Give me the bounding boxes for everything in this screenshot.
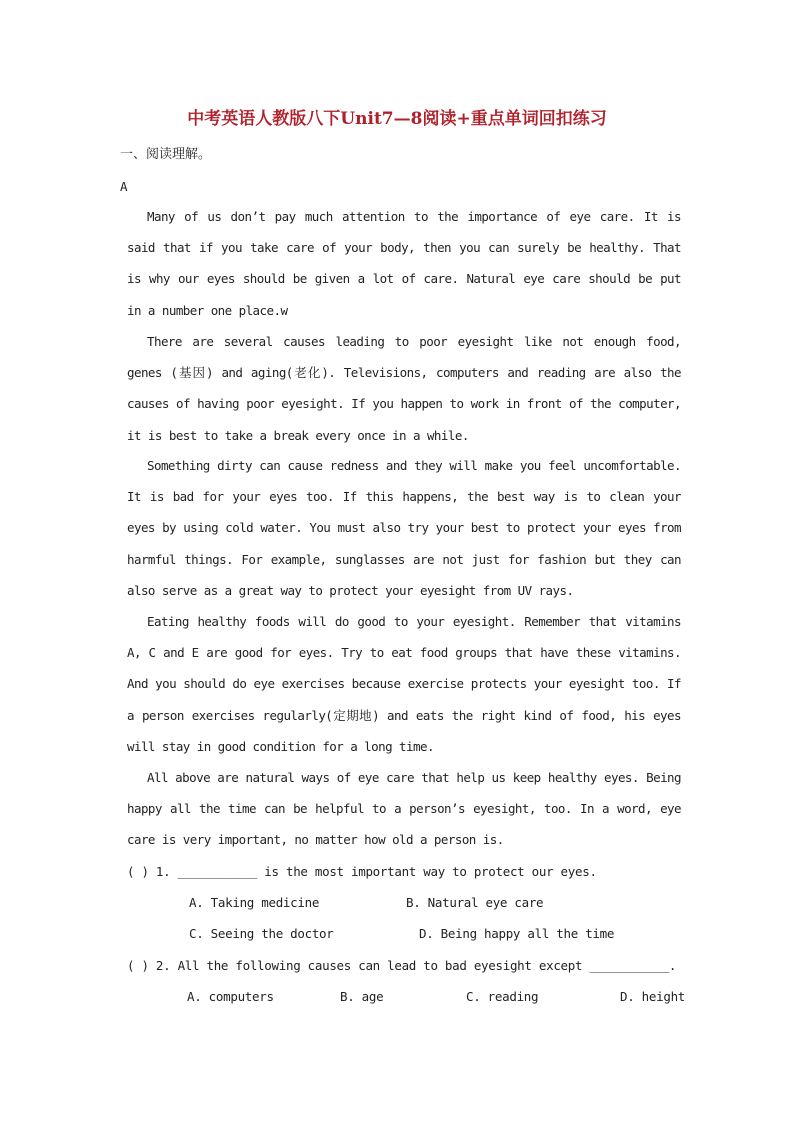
paragraph-4: Eating healthy foods will do good to your eyesight. Remember that vitamins A, C and E are good for eyes. Try to eat food groups that have these vitamins. And you should do eye exercises because exercise protects your eyesight too. If a person exercises regularly(定期地) and eats the right kind of food, his eyes will stay in good condition for a long time. [127, 614, 681, 754]
question-2-option-d: D. height [620, 989, 686, 1004]
question-2-option-a: A. computers [187, 989, 274, 1004]
passage-label: A [120, 179, 128, 194]
paragraph-2: There are several causes leading to poor eyesight like not enough food, genes (基因) and aging(老化). Televisions, computers and reading are also the causes of having poor eyesight. If you happen to work in front of the computer, it is best to take a break every once in a while. [127, 334, 681, 443]
question-2-option-b: B. age [340, 989, 384, 1004]
question-2-stem: ( ) 2. All the following causes can lead to bad eyesight except ___________. [127, 958, 677, 973]
question-1-option-b: B. Natural eye care [406, 895, 544, 910]
paragraph-3: Something dirty can cause redness and they will make you feel uncomfortable. It is bad for your eyes too. If this happens, the best way is to clean your eyes by using cold water. You must also try your best to protect your eyes from harmful things. For example, sunglasses are not just for fashion but they can also serve as a great way to protect your eyesight from UV rays. [127, 458, 681, 598]
question-1-option-d: D. Being happy all the time [419, 926, 615, 941]
question-1-option-c: C. Seeing the doctor [189, 926, 334, 941]
paragraph-1: Many of us don’t pay much attention to the importance of eye care. It is said that if you take care of your body, then you can surely be healthy. That is why our eyes should be given a lot of care. Natural eye care should be put in a number one place.w [127, 209, 681, 318]
question-1-stem: ( ) 1. ___________ is the most important way to protect our eyes. [127, 864, 597, 879]
question-2-option-c: C. reading [466, 989, 539, 1004]
question-1-option-a: A. Taking medicine [189, 895, 320, 910]
document-title: 中考英语人教版八下Unit7—8阅读+重点单词回扣练习 [187, 109, 607, 129]
section-heading: 一、阅读理解。 [120, 147, 212, 162]
paragraph-5: All above are natural ways of eye care that help us keep healthy eyes. Being happy all the time can be helpful to a person’s eyesight, too. In a word, eye care is very important, no matter how old a person is. [127, 770, 681, 848]
